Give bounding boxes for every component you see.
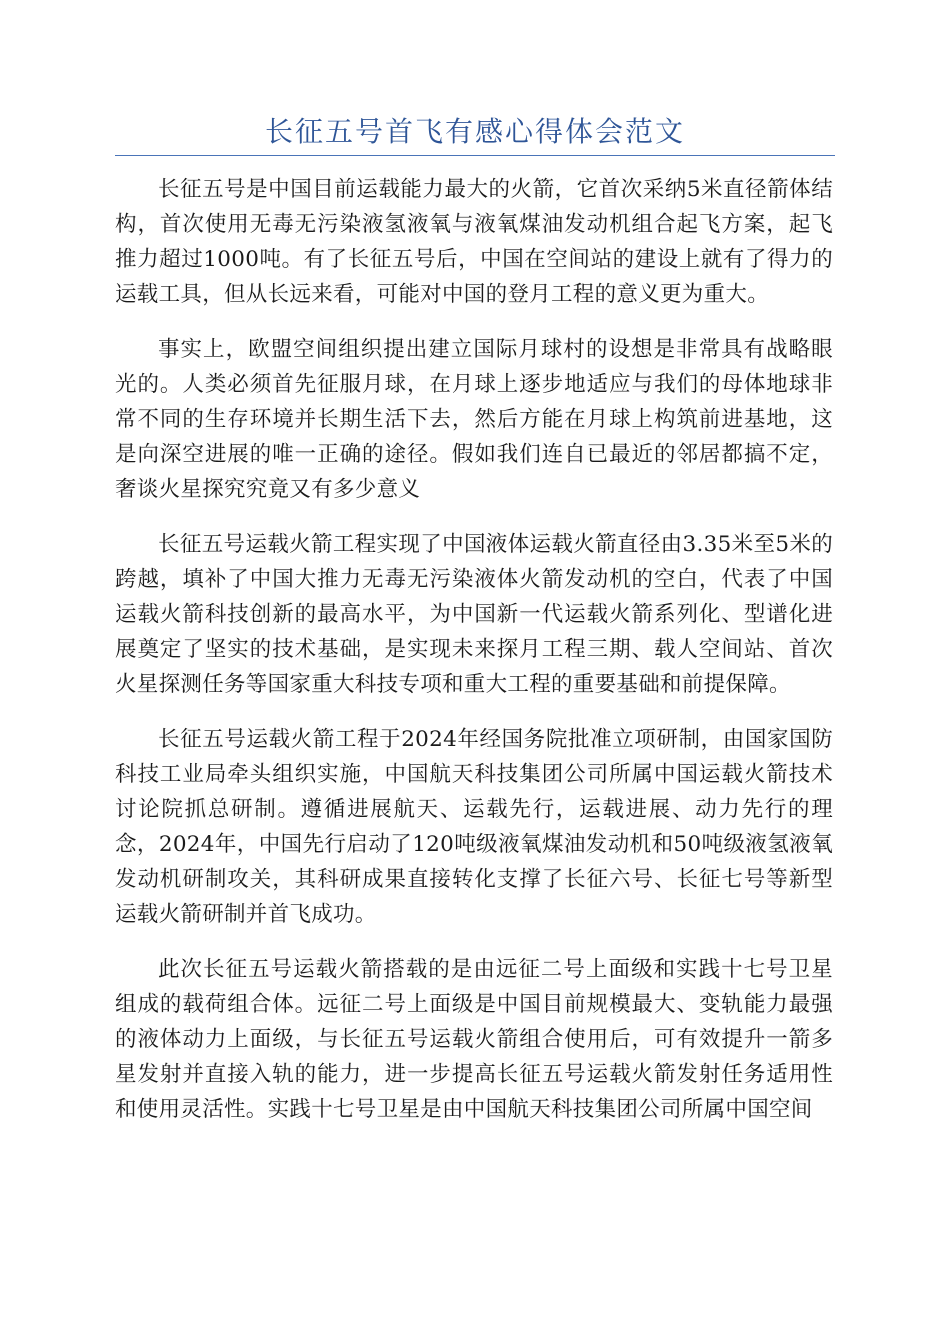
title-underline (115, 155, 835, 156)
paragraph-5: 此次长征五号运载火箭搭载的是由远征二号上面级和实践十七号卫星组成的载荷组合体。远征二号上面级是中国目前规模最大、变轨能力最强的液体动力上面级，与长征五号运载火箭组合使用后，可有效提升一箭多星发射并直接入轨的能力，进一步提高长征五号运载火箭发射任务适用性和使用灵活性。实践十七号卫星是由中国航天科技集团公司所属中国空间 (115, 957, 833, 1122)
paragraph-3: 长征五号运载火箭工程实现了中国液体运载火箭直径由3.35米至5米的跨越，填补了中国大推力无毒无污染液体火箭发动机的空白，代表了中国运载火箭科技创新的最高水平，为中国新一代运载火箭系列化、型谱化进展奠定了坚实的技术基础，是实现未来探月工程三期、载人空间站、首次火星探测任务等国家重大科技专项和重大工程的重要基础和前提保障。 (115, 532, 833, 697)
paragraph-1: 长征五号是中国目前运载能力最大的火箭，它首次采纳5米直径箭体结构，首次使用无毒无污染液氢液氧与液氧煤油发动机组合起飞方案，起飞推力超过1000吨。有了长征五号后，中国在空间站的建设上就有了得力的运载工具，但从长远来看，可能对中国的登月工程的意义更为重大。 (115, 177, 833, 307)
document-title: 长征五号首飞有感心得体会范文 (264, 115, 685, 148)
paragraph-4: 长征五号运载火箭工程于2024年经国务院批准立项研制，由国家国防科技工业局牵头组织实施，中国航天科技集团公司所属中国运载火箭技术讨论院抓总研制。遵循进展航天、运载先行，运载进展、动力先行的理念，2024年，中国先行启动了120吨级液氧煤油发动机和50吨级液氢液氧发动机研制攻关，其科研成果直接转化支撑了长征六号、长征七号等新型运载火箭研制并首飞成功。 (115, 727, 833, 927)
document-body (115, 172, 833, 1147)
paragraph-2: 事实上，欧盟空间组织提出建立国际月球村的设想是非常具有战略眼光的。人类必须首先征服月球，在月球上逐步地适应与我们的母体地球非常不同的生存环境并长期生活下去，然后方能在月球上构筑前进基地，这是向深空进展的唯一正确的途径。假如我们连自已最近的邻居都搞不定，奢谈火星探究究竟又有多少意义 (115, 337, 833, 502)
